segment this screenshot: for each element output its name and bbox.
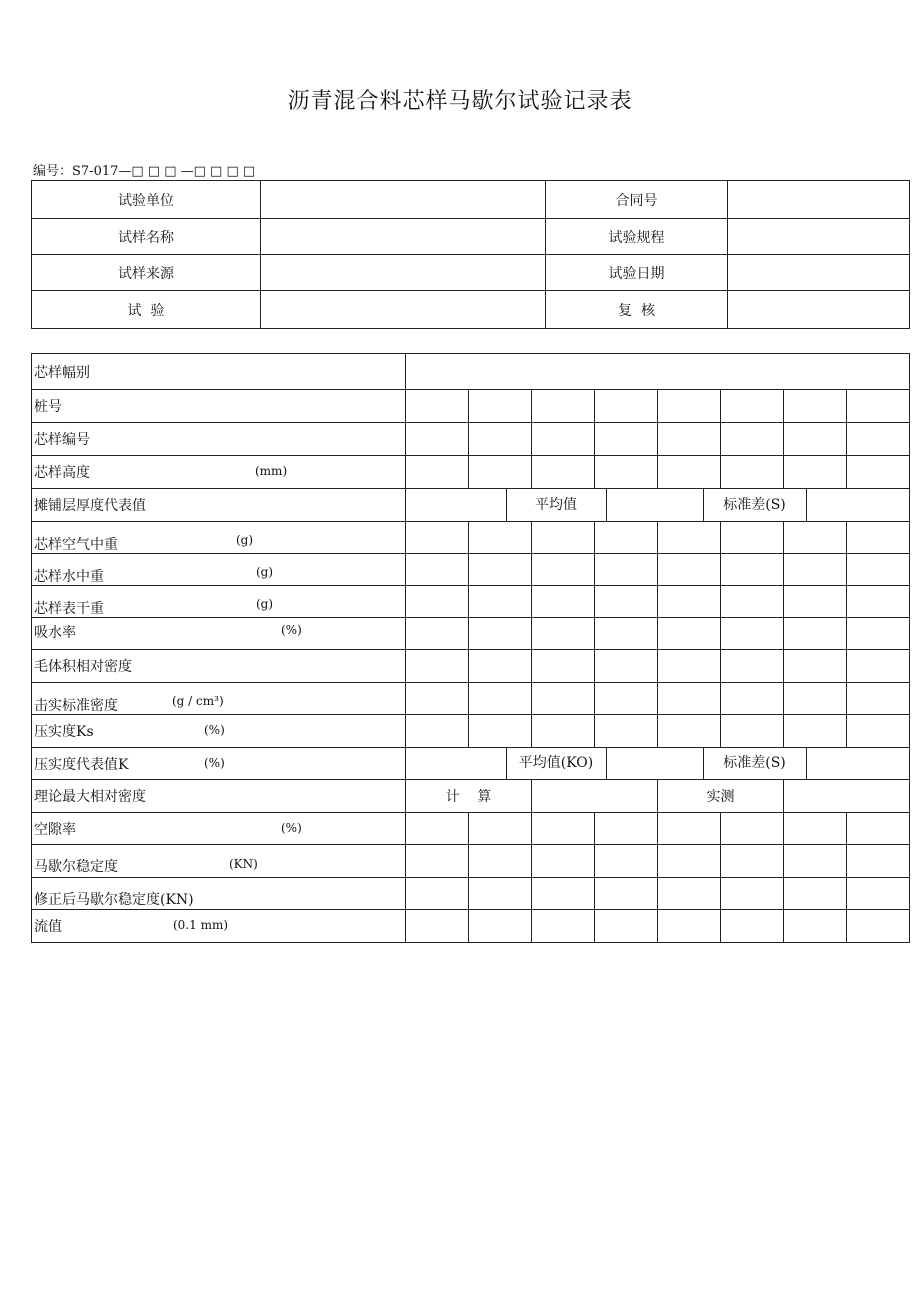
mass-water-cell[interactable] bbox=[406, 554, 469, 586]
core-height-cell[interactable] bbox=[469, 456, 532, 489]
header-info-table bbox=[31, 180, 910, 329]
compaction-rep-value[interactable] bbox=[406, 748, 507, 779]
compaction-label: 压实度Ks (%) bbox=[32, 715, 406, 748]
absorption-cell[interactable] bbox=[847, 618, 910, 650]
table-row bbox=[32, 618, 910, 650]
bulk-density-cell[interactable] bbox=[532, 650, 595, 683]
table-row bbox=[32, 715, 910, 748]
station-cell[interactable] bbox=[847, 390, 910, 423]
stability-cell[interactable] bbox=[784, 845, 847, 878]
core-no-cell[interactable] bbox=[658, 423, 721, 456]
compaction-cell[interactable] bbox=[658, 715, 721, 748]
flow-cell[interactable] bbox=[406, 910, 469, 943]
absorption-cell[interactable] bbox=[595, 618, 658, 650]
flow-cell[interactable] bbox=[847, 910, 910, 943]
stability-label: 马歇尔稳定度 (KN) bbox=[32, 845, 406, 878]
flow-cell[interactable] bbox=[721, 910, 784, 943]
flow-cell[interactable] bbox=[595, 910, 658, 943]
stability-cell[interactable] bbox=[406, 845, 469, 878]
bulk-density-cell[interactable] bbox=[721, 650, 784, 683]
compaction-rep-std-value[interactable] bbox=[806, 748, 909, 779]
layer-thickness-std-value[interactable] bbox=[806, 489, 909, 521]
mass-air-cell[interactable] bbox=[721, 522, 784, 554]
flow-cell[interactable] bbox=[469, 910, 532, 943]
theory-density-measured-value[interactable] bbox=[784, 780, 910, 813]
station-label: 桩号 bbox=[32, 390, 406, 423]
stability-cell[interactable] bbox=[469, 845, 532, 878]
sample-name-label: 试样名称 bbox=[32, 219, 261, 255]
mass-air-label: 芯样空气中重 (g) bbox=[32, 522, 406, 554]
table-row bbox=[32, 390, 910, 423]
core-height-cell[interactable] bbox=[658, 456, 721, 489]
sample-source-value[interactable] bbox=[261, 255, 546, 291]
stability-corrected-cell[interactable] bbox=[658, 878, 721, 910]
table-row bbox=[32, 423, 910, 456]
theory-density-calc-label: 计 算 bbox=[406, 780, 532, 813]
mass-water-cell[interactable] bbox=[532, 554, 595, 586]
absorption-cell[interactable] bbox=[658, 618, 721, 650]
mass-ssd-cell[interactable] bbox=[406, 586, 469, 618]
table-row bbox=[32, 181, 910, 219]
compaction-rep-std-label: 标准差(S) bbox=[703, 748, 807, 779]
std-density-cell[interactable] bbox=[784, 683, 847, 715]
test-standard-value[interactable] bbox=[728, 219, 910, 255]
std-density-cell[interactable] bbox=[532, 683, 595, 715]
test-date-value[interactable] bbox=[728, 255, 910, 291]
contract-no-value[interactable] bbox=[728, 181, 910, 219]
bulk-density-label: 毛体积相对密度 bbox=[32, 650, 406, 683]
table-row bbox=[32, 255, 910, 291]
test-standard-label: 试验规程 bbox=[546, 219, 728, 255]
stability-corrected-cell[interactable] bbox=[532, 878, 595, 910]
std-density-cell[interactable] bbox=[847, 683, 910, 715]
stability-corrected-cell[interactable] bbox=[406, 878, 469, 910]
bulk-density-cell[interactable] bbox=[658, 650, 721, 683]
layer-thickness-avg-label: 平均值 bbox=[506, 489, 607, 521]
table-row bbox=[32, 683, 910, 715]
layer-thickness-std-label: 标准差(S) bbox=[703, 489, 807, 521]
std-density-cell[interactable] bbox=[658, 683, 721, 715]
theory-density-measured-label: 实测 bbox=[658, 780, 784, 813]
absorption-label: 吸水率 (%) bbox=[32, 618, 406, 650]
void-ratio-label: 空隙率 (%) bbox=[32, 813, 406, 845]
table-row bbox=[32, 813, 910, 845]
stability-corrected-cell[interactable] bbox=[721, 878, 784, 910]
table-row bbox=[32, 878, 910, 910]
stability-corrected-cell[interactable] bbox=[595, 878, 658, 910]
absorption-cell[interactable] bbox=[721, 618, 784, 650]
stability-cell[interactable] bbox=[658, 845, 721, 878]
core-no-cell[interactable] bbox=[784, 423, 847, 456]
station-cell[interactable] bbox=[595, 390, 658, 423]
tester-value[interactable] bbox=[261, 291, 546, 329]
compaction-cell[interactable] bbox=[847, 715, 910, 748]
mass-water-label: 芯样水中重 (g) bbox=[32, 554, 406, 586]
core-height-label: 芯样高度 (mm) bbox=[32, 456, 406, 489]
core-type-value[interactable] bbox=[406, 354, 910, 390]
table-row bbox=[32, 291, 910, 329]
bulk-density-cell[interactable] bbox=[784, 650, 847, 683]
stability-cell[interactable] bbox=[595, 845, 658, 878]
flow-cell[interactable] bbox=[784, 910, 847, 943]
bulk-density-cell[interactable] bbox=[847, 650, 910, 683]
bulk-density-cell[interactable] bbox=[406, 650, 469, 683]
table-row bbox=[32, 489, 910, 522]
layer-thickness-label: 摊铺层厚度代表值 bbox=[32, 489, 406, 522]
stability-corrected-cell[interactable] bbox=[847, 878, 910, 910]
core-height-cell[interactable] bbox=[721, 456, 784, 489]
table-row bbox=[32, 586, 910, 618]
core-height-cell[interactable] bbox=[595, 456, 658, 489]
test-data-table bbox=[31, 353, 910, 943]
void-ratio-cell[interactable] bbox=[532, 813, 595, 845]
layer-thickness-avg-value[interactable] bbox=[606, 489, 704, 521]
table-row bbox=[32, 219, 910, 255]
compaction-cell[interactable] bbox=[532, 715, 595, 748]
absorption-cell[interactable] bbox=[469, 618, 532, 650]
std-density-label: 击实标准密度 (g / cm³) bbox=[32, 683, 406, 715]
mass-air-cell[interactable] bbox=[532, 522, 595, 554]
stability-cell[interactable] bbox=[721, 845, 784, 878]
document-number: 编号：S7-017—□ □ □ —□ □ □ □ bbox=[33, 164, 256, 179]
table-row bbox=[32, 522, 910, 554]
reviewer-value[interactable] bbox=[728, 291, 910, 329]
mass-ssd-cell[interactable] bbox=[721, 586, 784, 618]
mass-air-cell[interactable] bbox=[469, 522, 532, 554]
core-no-cell[interactable] bbox=[532, 423, 595, 456]
mass-water-cell[interactable] bbox=[721, 554, 784, 586]
table-row bbox=[32, 910, 910, 943]
table-row bbox=[32, 650, 910, 683]
core-height-cell[interactable] bbox=[847, 456, 910, 489]
theory-density-label: 理论最大相对密度 bbox=[32, 780, 406, 813]
mass-water-cell[interactable] bbox=[784, 554, 847, 586]
core-no-cell[interactable] bbox=[469, 423, 532, 456]
tester-label: 试 验 bbox=[32, 291, 261, 329]
core-no-cell[interactable] bbox=[847, 423, 910, 456]
compaction-cell[interactable] bbox=[595, 715, 658, 748]
stability-cell[interactable] bbox=[532, 845, 595, 878]
compaction-cell[interactable] bbox=[721, 715, 784, 748]
station-cell[interactable] bbox=[532, 390, 595, 423]
station-cell[interactable] bbox=[658, 390, 721, 423]
std-density-cell[interactable] bbox=[721, 683, 784, 715]
absorption-cell[interactable] bbox=[406, 618, 469, 650]
stability-corrected-label: 修正后马歇尔稳定度(KN) bbox=[32, 878, 406, 910]
void-ratio-cell[interactable] bbox=[658, 813, 721, 845]
station-cell[interactable] bbox=[406, 390, 469, 423]
compaction-rep-label: 压实度代表值K (%) bbox=[32, 748, 406, 780]
test-unit-label: 试验单位 bbox=[32, 181, 261, 219]
station-cell[interactable] bbox=[721, 390, 784, 423]
void-ratio-cell[interactable] bbox=[595, 813, 658, 845]
mass-ssd-label: 芯样表干重 (g) bbox=[32, 586, 406, 618]
core-no-label: 芯样编号 bbox=[32, 423, 406, 456]
mass-air-cell[interactable] bbox=[847, 522, 910, 554]
table-row bbox=[32, 354, 910, 390]
mass-ssd-cell[interactable] bbox=[532, 586, 595, 618]
mass-ssd-cell[interactable] bbox=[784, 586, 847, 618]
void-ratio-cell[interactable] bbox=[847, 813, 910, 845]
compaction-cell[interactable] bbox=[784, 715, 847, 748]
core-height-cell[interactable] bbox=[532, 456, 595, 489]
contract-no-label: 合同号 bbox=[546, 181, 728, 219]
compaction-cell[interactable] bbox=[469, 715, 532, 748]
compaction-rep-avg-label: 平均值(KO) bbox=[506, 748, 607, 779]
core-height-cell[interactable] bbox=[784, 456, 847, 489]
sample-source-label: 试样来源 bbox=[32, 255, 261, 291]
theory-density-calc-value[interactable] bbox=[532, 780, 658, 813]
std-density-cell[interactable] bbox=[595, 683, 658, 715]
test-date-label: 试验日期 bbox=[546, 255, 728, 291]
stability-corrected-cell[interactable] bbox=[469, 878, 532, 910]
compaction-rep-avg-value[interactable] bbox=[606, 748, 704, 779]
table-row bbox=[32, 748, 910, 780]
core-no-cell[interactable] bbox=[406, 423, 469, 456]
core-no-cell[interactable] bbox=[595, 423, 658, 456]
layer-thickness-value[interactable] bbox=[406, 489, 507, 521]
core-height-cell[interactable] bbox=[406, 456, 469, 489]
stability-corrected-cell[interactable] bbox=[784, 878, 847, 910]
mass-ssd-cell[interactable] bbox=[469, 586, 532, 618]
absorption-cell[interactable] bbox=[532, 618, 595, 650]
mass-air-cell[interactable] bbox=[658, 522, 721, 554]
flow-cell[interactable] bbox=[658, 910, 721, 943]
flow-label: 流值 (0.1 mm) bbox=[32, 910, 406, 943]
mass-air-cell[interactable] bbox=[784, 522, 847, 554]
std-density-cell[interactable] bbox=[469, 683, 532, 715]
mass-water-cell[interactable] bbox=[658, 554, 721, 586]
sample-name-value[interactable] bbox=[261, 219, 546, 255]
core-no-cell[interactable] bbox=[721, 423, 784, 456]
mass-water-cell[interactable] bbox=[469, 554, 532, 586]
page-title: 沥青混合料芯样马歇尔试验记录表 bbox=[287, 89, 633, 114]
bulk-density-cell[interactable] bbox=[469, 650, 532, 683]
void-ratio-cell[interactable] bbox=[721, 813, 784, 845]
test-unit-value[interactable] bbox=[261, 181, 546, 219]
void-ratio-cell[interactable] bbox=[469, 813, 532, 845]
mass-water-cell[interactable] bbox=[595, 554, 658, 586]
absorption-cell[interactable] bbox=[784, 618, 847, 650]
void-ratio-cell[interactable] bbox=[784, 813, 847, 845]
table-row bbox=[32, 456, 910, 489]
mass-ssd-cell[interactable] bbox=[595, 586, 658, 618]
mass-ssd-cell[interactable] bbox=[658, 586, 721, 618]
stability-cell[interactable] bbox=[847, 845, 910, 878]
station-cell[interactable] bbox=[784, 390, 847, 423]
std-density-cell[interactable] bbox=[406, 683, 469, 715]
table-row bbox=[32, 780, 910, 813]
compaction-cell[interactable] bbox=[406, 715, 469, 748]
reviewer-label: 复 核 bbox=[546, 291, 728, 329]
table-row bbox=[32, 554, 910, 586]
mass-water-cell[interactable] bbox=[847, 554, 910, 586]
table-row bbox=[32, 845, 910, 878]
void-ratio-cell[interactable] bbox=[406, 813, 469, 845]
mass-air-cell[interactable] bbox=[406, 522, 469, 554]
bulk-density-cell[interactable] bbox=[595, 650, 658, 683]
mass-ssd-cell[interactable] bbox=[847, 586, 910, 618]
core-type-label: 芯样幅别 bbox=[32, 354, 406, 390]
flow-cell[interactable] bbox=[532, 910, 595, 943]
mass-air-cell[interactable] bbox=[595, 522, 658, 554]
station-cell[interactable] bbox=[469, 390, 532, 423]
